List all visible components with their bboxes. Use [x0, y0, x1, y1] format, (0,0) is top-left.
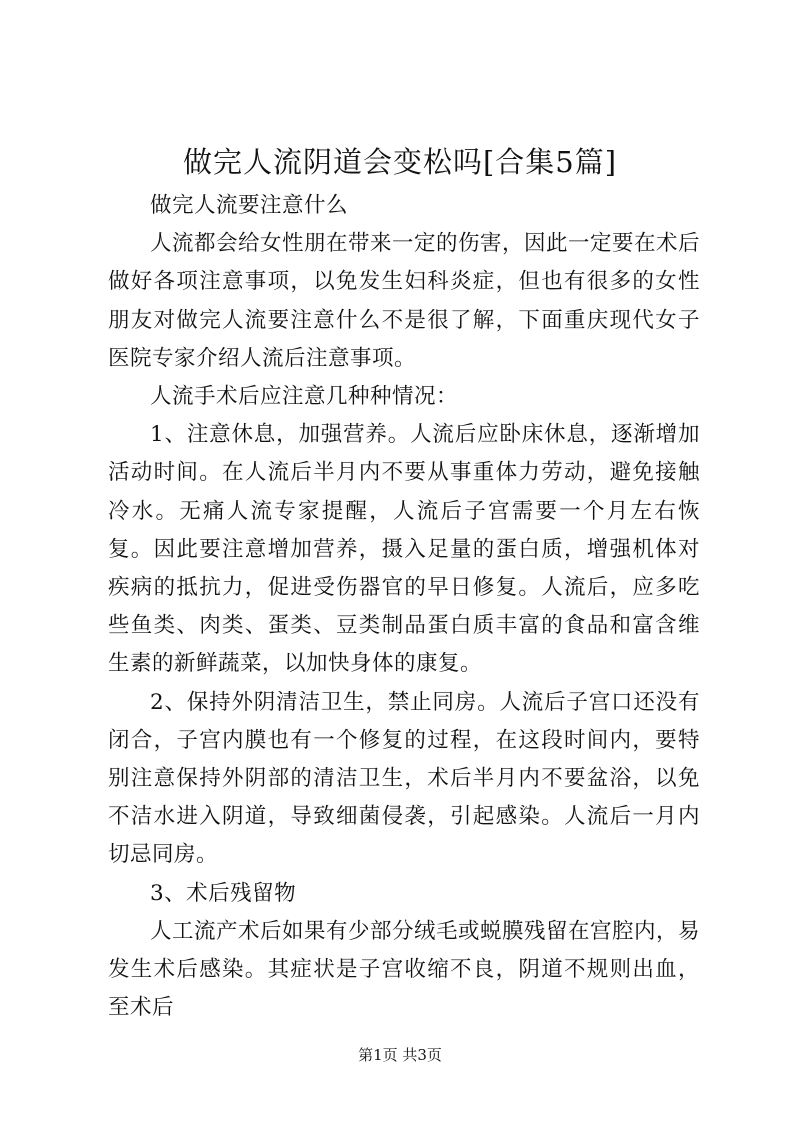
paragraph-item-1: 1、注意休息，加强营养。人流后应卧床休息，逐渐增加活动时间。在人流后半月内不要从事重体力劳动，避免接触冷水。无痛人流专家提醒，人流后子宫需要一个月左右恢复。因此要注意增加营养，摄入足量的蛋白质，增强机体对疾病的抵抗力，促进受伤器官的早日修复。人流后，应多吃些鱼类、肉类、蛋类、豆类制品蛋白质丰富的食品和富含维生素的新鲜蔬菜，以加快身体的康复。 — [108, 422, 700, 677]
paragraph-intro: 人流都会给女性朋在带来一定的伤害，因此一定要在术后做好各项注意事项，以免发生妇科炎症，但也有很多的女性朋友对做完人流要注意什么不是很了解，下面重庆现代女子医院专家介绍人流后注意事项。 — [108, 231, 701, 371]
document-title: 做完人流阴道会变松吗[合集5篇] — [182, 145, 618, 179]
paragraph-item-3-heading: 3、术后残留物 — [150, 880, 297, 906]
page-footer: 第1页 共3页 — [358, 1046, 442, 1064]
paragraph-list-intro: 人流手术后应注意几种种情况： — [150, 384, 459, 410]
paragraph-item-3-body: 人工流产术后如果有少部分绒毛或蜕膜残留在宫腔内，易发生术后感染。其症状是子宫收缩不良，阴道不规则出血，至术后 — [108, 918, 701, 1021]
paragraph-heading: 做完人流要注意什么 — [150, 193, 349, 218]
paragraph-item-2: 2、保持外阴清洁卫生，禁止同房。人流后子宫口还没有闭合，子宫内膜也有一个修复的过程，在这段时间内，要特别注意保持外阴部的清洁卫生，术后半月内不要盆浴，以免不洁水进入阴道，导致细菌侵袭，引起感染。人流后一月内切忌同房。 — [108, 689, 700, 868]
document-body — [108, 187, 700, 1027]
